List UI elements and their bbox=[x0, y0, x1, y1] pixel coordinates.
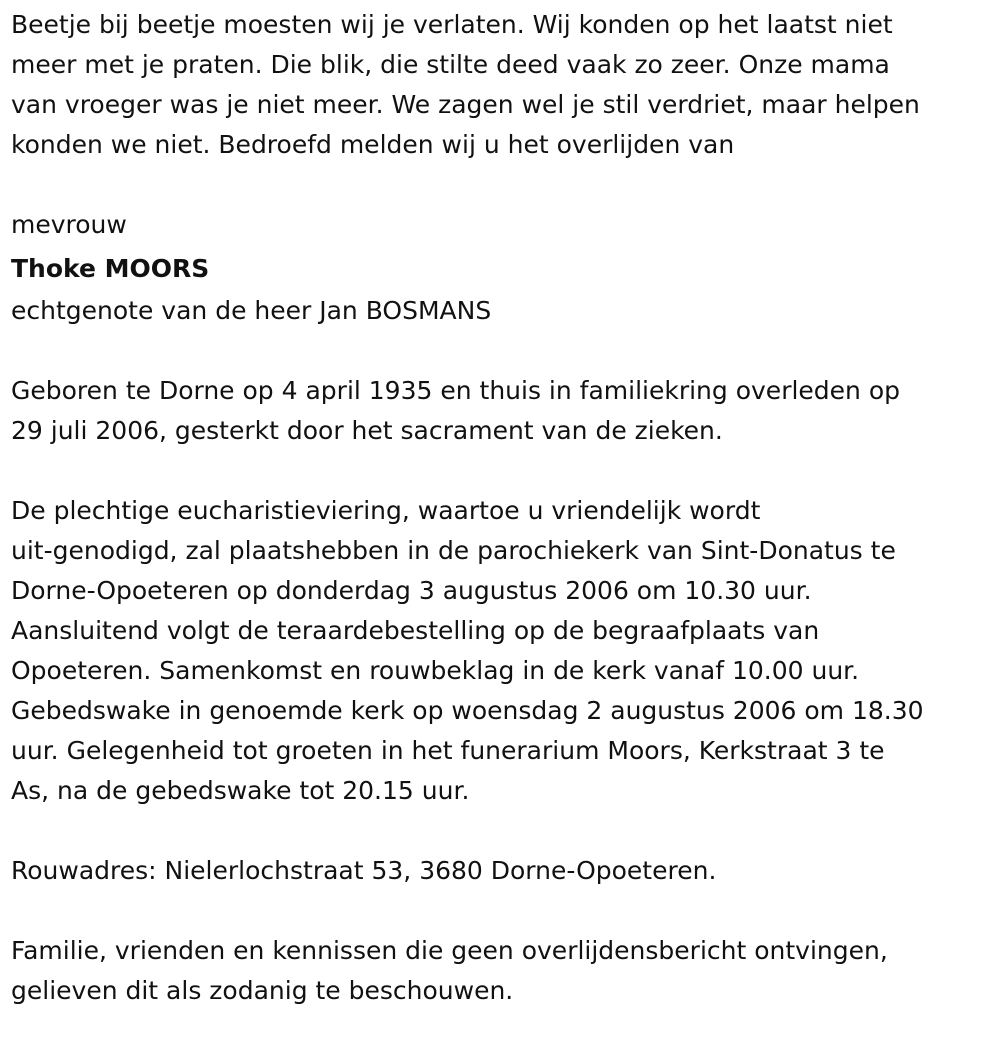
closing-line: Familie, vrienden en kennissen die geen overlijdensbericht ontvingen, bbox=[11, 936, 888, 965]
paragraph-spacer bbox=[11, 811, 996, 851]
mourning-address: Rouwadres: Nielerlochstraat 53, 3680 Dorne-Opoeteren. bbox=[11, 856, 717, 885]
ceremony-line: As, na de gebedswake tot 20.15 uur. bbox=[11, 776, 470, 805]
ceremony-line: Opoeteren. Samenkomst en rouwbeklag in de kerk vanaf 10.00 uur. bbox=[11, 656, 860, 685]
intro-paragraph bbox=[11, 5, 996, 165]
birth-death-line: Geboren te Dorne op 4 april 1935 en thuis in familiekring overleden op bbox=[11, 376, 901, 405]
deceased-name: Thoke MOORS bbox=[11, 254, 210, 283]
birth-death-paragraph bbox=[11, 371, 996, 451]
ceremony-line: Dorne-Opoeteren op donderdag 3 augustus 2006 om 10.30 uur. bbox=[11, 576, 812, 605]
birth-death-line: 29 juli 2006, gesterkt door het sacrament van de zieken. bbox=[11, 416, 723, 445]
intro-line: konden we niet. Bedroefd melden wij u het overlijden van bbox=[11, 130, 735, 159]
ceremony-paragraph bbox=[11, 491, 996, 811]
paragraph-spacer bbox=[11, 165, 996, 205]
deceased-title: mevrouw bbox=[11, 210, 127, 239]
intro-line: Beetje bij beetje moesten wij je verlaten. Wij konden op het laatst niet bbox=[11, 10, 893, 39]
deceased-block bbox=[11, 205, 996, 331]
paragraph-spacer bbox=[11, 331, 996, 371]
deceased-spouse: echtgenote van de heer Jan BOSMANS bbox=[11, 296, 492, 325]
closing-line: gelieven dit als zodanig te beschouwen. bbox=[11, 976, 514, 1005]
ceremony-line: De plechtige eucharistieviering, waartoe u vriendelijk wordt bbox=[11, 496, 761, 525]
ceremony-line: uur. Gelegenheid tot groeten in het funerarium Moors, Kerkstraat 3 te bbox=[11, 736, 885, 765]
intro-line: van vroeger was je niet meer. We zagen wel je stil verdriet, maar helpen bbox=[11, 90, 920, 119]
ceremony-line: Gebedswake in genoemde kerk op woensdag 2 augustus 2006 om 18.30 bbox=[11, 696, 924, 725]
obituary-notice bbox=[11, 5, 996, 1011]
ceremony-line: Aansluitend volgt de teraardebestelling op de begraafplaats van bbox=[11, 616, 820, 645]
paragraph-spacer bbox=[11, 891, 996, 931]
paragraph-spacer bbox=[11, 451, 996, 491]
closing-paragraph bbox=[11, 931, 996, 1011]
ceremony-line: uit-genodigd, zal plaatshebben in de parochiekerk van Sint-Donatus te bbox=[11, 536, 896, 565]
intro-line: meer met je praten. Die blik, die stilte deed vaak zo zeer. Onze mama bbox=[11, 50, 890, 79]
address-paragraph bbox=[11, 851, 996, 891]
